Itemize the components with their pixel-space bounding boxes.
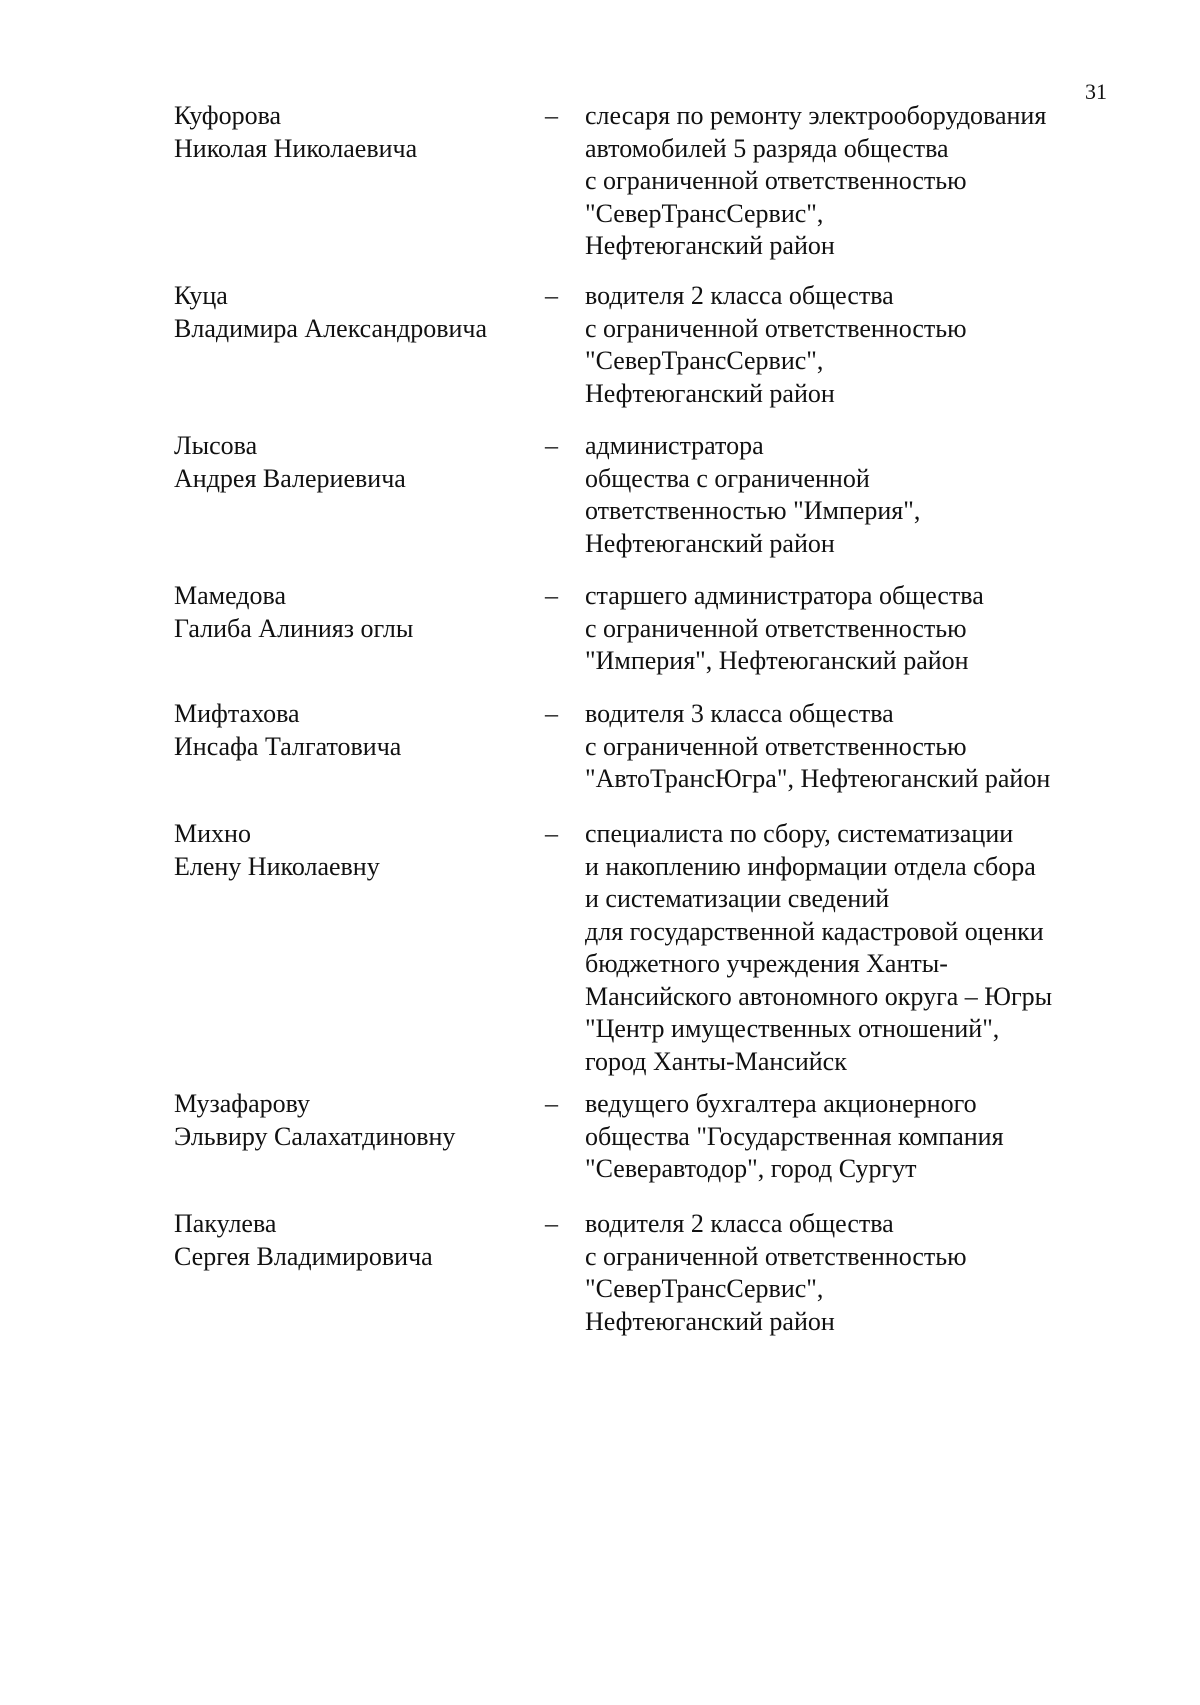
separator-dash: – <box>545 581 558 610</box>
person-name <box>174 1208 514 1273</box>
separator-dash: – <box>545 699 558 728</box>
person-surname: Музафарову <box>174 1089 311 1118</box>
person-name <box>174 818 514 883</box>
position-line: "СеверТрансСервис", <box>585 346 824 375</box>
person-position <box>585 1088 1125 1186</box>
position-line: "СеверТрансСервис", <box>585 1274 824 1303</box>
position-line: слесаря по ремонту электрооборудования <box>585 101 1047 130</box>
position-line: Нефтеюганский район <box>585 378 835 408</box>
separator-dash: – <box>545 101 558 130</box>
person-given-names: Галиба Алинияз оглы <box>174 613 414 643</box>
person-surname: Мамедова <box>174 581 287 610</box>
person-given-names: Инсафа Талгатовича <box>174 731 402 761</box>
position-line: Нефтеюганский район <box>585 231 835 260</box>
position-line: с ограниченной ответственностью <box>585 1241 967 1271</box>
person-name <box>174 580 514 645</box>
position-line: водителя 2 класса общества <box>585 1209 894 1238</box>
position-line: с ограниченной ответственностью <box>585 731 967 761</box>
separator-dash: – <box>545 819 558 848</box>
position-line: для государственной кадастровой оценки <box>585 916 1044 946</box>
person-name <box>174 430 514 495</box>
position-line: ведущего бухгалтера акционерного <box>585 1089 977 1118</box>
person-name <box>174 100 514 165</box>
person-surname: Лысова <box>174 431 258 460</box>
position-line: общества с ограниченной <box>585 463 870 493</box>
position-line: Мансийского автономного округа – Югры <box>585 981 1053 1011</box>
person-name <box>174 698 514 763</box>
position-line: с ограниченной ответственностью <box>585 313 967 343</box>
position-line: "Центр имущественных отношений", <box>585 1014 1000 1043</box>
person-surname: Михно <box>174 819 251 848</box>
position-line: "Империя", Нефтеюганский район <box>585 646 969 675</box>
person-given-names: Сергея Владимировича <box>174 1241 433 1271</box>
person-name <box>174 280 514 345</box>
page-number: 31 <box>1085 79 1107 104</box>
position-line: водителя 2 класса общества <box>585 281 894 310</box>
person-position <box>585 698 1125 796</box>
person-position <box>585 580 1125 678</box>
person-position <box>585 818 1125 1078</box>
position-line: водителя 3 класса общества <box>585 699 894 728</box>
position-line: "Северавтодор", город Сургут <box>585 1154 917 1183</box>
position-line: старшего администратора общества <box>585 581 984 610</box>
position-line: администратора <box>585 431 764 460</box>
separator-dash: – <box>545 1089 558 1118</box>
position-line: "АвтоТрансЮгра", Нефтеюганский район <box>585 764 1051 793</box>
position-line: и накоплению информации отдела сбора <box>585 851 1036 881</box>
position-line: город Ханты-Мансийск <box>585 1046 847 1076</box>
position-line: с ограниченной ответственностью <box>585 613 967 643</box>
person-name <box>174 1088 514 1153</box>
position-line: Нефтеюганский район <box>585 528 835 558</box>
person-position <box>585 280 1125 410</box>
position-line: Нефтеюганский район <box>585 1306 835 1336</box>
position-line: ответственностью "Империя", <box>585 496 921 525</box>
person-surname: Мифтахова <box>174 699 300 728</box>
position-line: бюджетного учреждения Ханты- <box>585 949 948 978</box>
person-given-names: Елену Николаевну <box>174 851 380 881</box>
person-given-names: Эльвиру Салахатдиновну <box>174 1121 456 1151</box>
person-surname: Пакулева <box>174 1209 277 1238</box>
position-line: общества "Государственная компания <box>585 1121 1004 1151</box>
person-given-names: Николая Николаевича <box>174 133 418 163</box>
position-line: "СеверТрансСервис", <box>585 198 824 228</box>
position-line: и систематизации сведений <box>585 884 890 913</box>
person-given-names: Андрея Валериевича <box>174 463 406 493</box>
position-line: автомобилей 5 разряда общества <box>585 133 949 163</box>
person-given-names: Владимира Александровича <box>174 313 488 343</box>
person-position <box>585 1208 1125 1338</box>
position-line: специалиста по сбору, систематизации <box>585 819 1014 848</box>
separator-dash: – <box>545 1209 558 1238</box>
separator-dash: – <box>545 281 558 310</box>
person-position <box>585 100 1125 263</box>
person-position <box>585 430 1125 560</box>
person-surname: Куфорова <box>174 101 282 130</box>
separator-dash: – <box>545 431 558 460</box>
person-surname: Куца <box>174 281 228 310</box>
position-line: с ограниченной ответственностью <box>585 166 967 195</box>
